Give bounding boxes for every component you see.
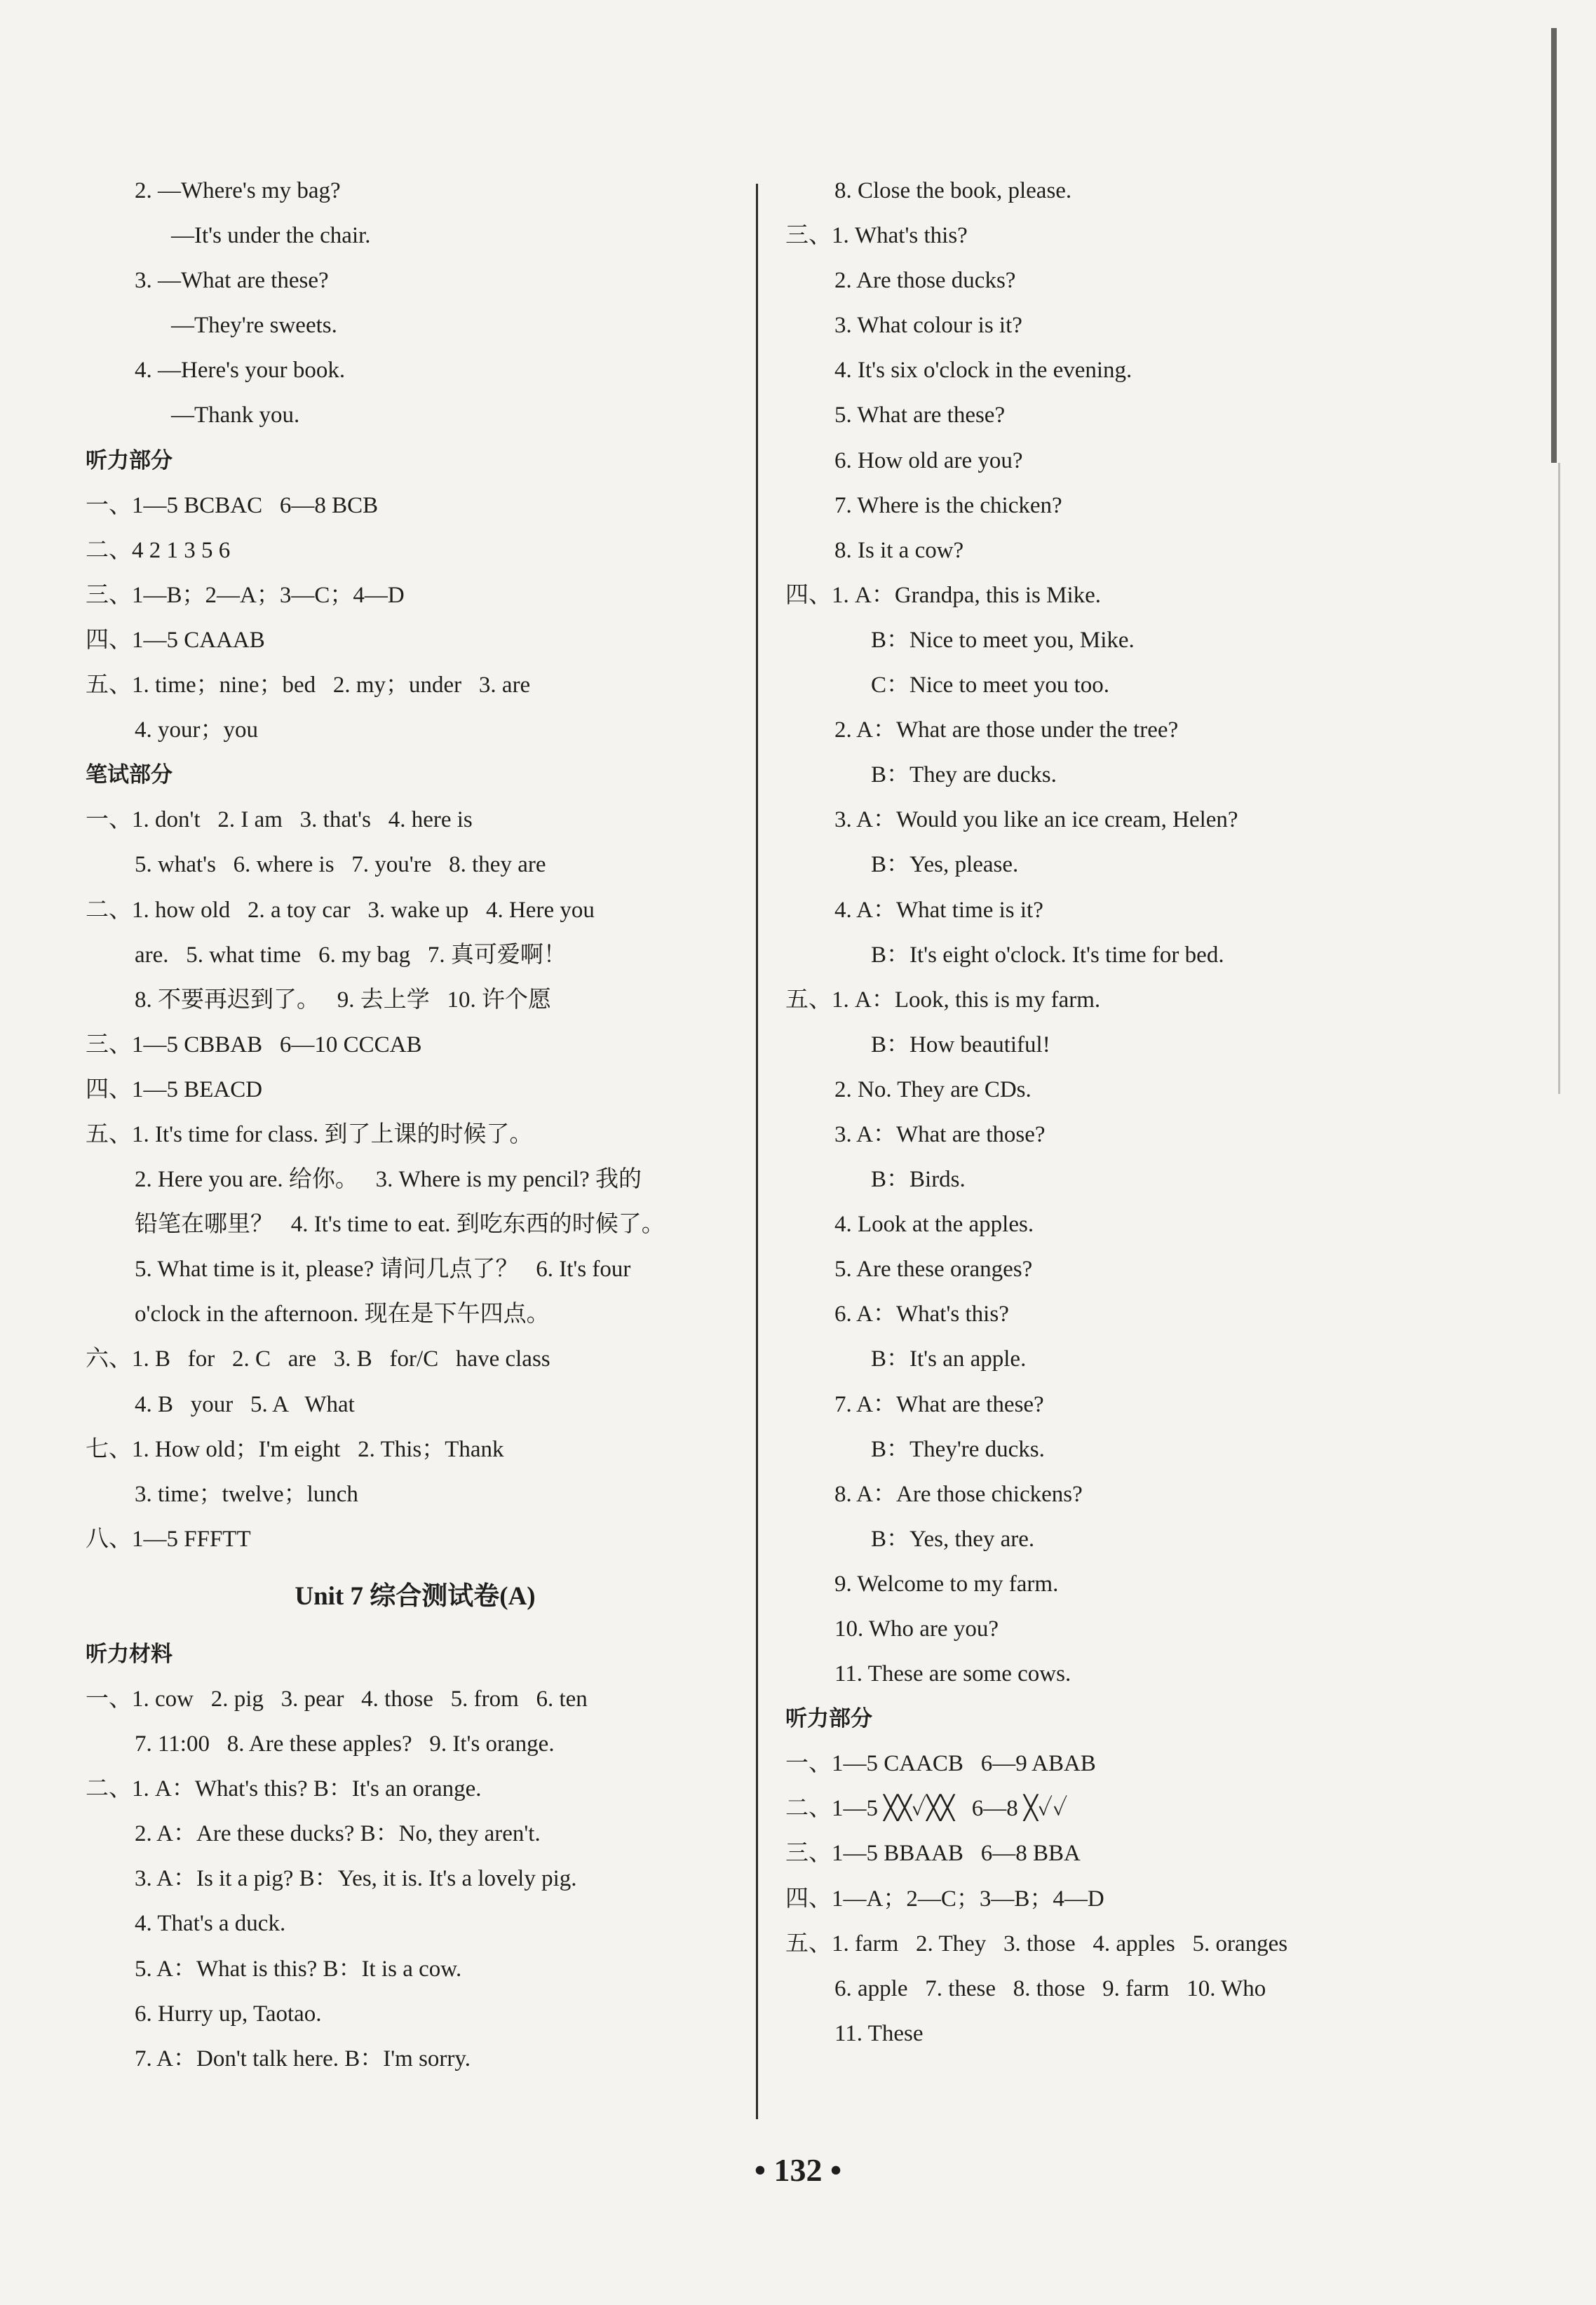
scan-edge-shadow <box>1551 28 1557 463</box>
answer-line <box>86 618 745 663</box>
line-text: 一、1—5 CAACB 6—9 ABAB <box>785 1751 1096 1777</box>
answer-line <box>785 438 1501 483</box>
line-text: 2. Are those ducks? <box>834 268 1016 294</box>
answer-line <box>785 1292 1501 1337</box>
answer-line <box>86 393 745 438</box>
line-text: 笔试部分 <box>86 762 173 788</box>
answer-line <box>86 483 745 528</box>
line-text: 3. A：Is it a pig? B：Yes, it is. It's a lovely pig. <box>135 1866 577 1892</box>
line-text: 2. A：What are those under the tree? <box>834 717 1179 743</box>
line-text: B：It's an apple. <box>871 1346 1027 1372</box>
answer-line <box>86 2036 745 2081</box>
line-text: 五、1. A：Look, this is my farm. <box>785 987 1101 1013</box>
right-column <box>785 168 1501 2056</box>
answer-line <box>86 1382 745 1427</box>
line-text: 4. your；you <box>135 717 258 743</box>
line-text: 五、1. farm 2. They 3. those 4. apples 5. oranges <box>785 1931 1288 1956</box>
answer-line <box>785 1112 1501 1157</box>
answer-line <box>86 663 745 708</box>
line-text: 铅笔在哪里？ 4. It's time to eat. 到吃东西的时候了。 <box>135 1212 665 1238</box>
answer-line <box>785 978 1501 1022</box>
line-text: 5. A：What is this? B：It is a cow. <box>135 1956 462 1982</box>
answer-line <box>86 797 745 842</box>
answer-line <box>785 348 1501 393</box>
answer-line <box>86 573 745 618</box>
answer-line <box>86 528 745 573</box>
line-text: 10. Who are you? <box>834 1616 999 1642</box>
answer-line <box>785 888 1501 933</box>
answer-line <box>86 978 745 1022</box>
answer-line <box>86 1067 745 1112</box>
section-heading <box>86 1632 745 1677</box>
answer-line <box>86 1247 745 1292</box>
answer-line <box>785 752 1501 797</box>
answer-line <box>785 1202 1501 1247</box>
answer-line <box>785 2011 1501 2056</box>
answer-line <box>785 1877 1501 1921</box>
line-text: B：Yes, please. <box>871 852 1019 878</box>
line-text: 六、1. B for 2. C are 3. B for/C have class <box>86 1346 550 1372</box>
line-text: 3. time；twelve；lunch <box>135 1481 358 1507</box>
line-text: 二、1—5 ╳╳✓╳╳ 6—8 ╳✓✓ <box>785 1796 1068 1822</box>
line-text: B：Nice to meet you, Mike. <box>871 627 1135 653</box>
answer-line <box>785 303 1501 348</box>
answer-line <box>86 1292 745 1337</box>
line-text: 四、1. A：Grandpa, this is Mike. <box>785 582 1102 608</box>
answer-line <box>785 842 1501 887</box>
line-text: 7. 11:00 8. Are these apples? 9. It's orange. <box>135 1731 555 1757</box>
answer-line <box>785 1651 1501 1696</box>
line-text: 6. How old are you? <box>834 447 1023 473</box>
answer-line <box>86 1112 745 1157</box>
line-text: 2. Here you are. 给你。 3. Where is my pencil? 我的 <box>135 1167 642 1193</box>
answer-line <box>785 1741 1501 1786</box>
line-text: 11. These <box>834 2020 924 2046</box>
answer-line <box>86 1472 745 1517</box>
line-text: 三、1. What's this? <box>785 223 968 249</box>
answer-line <box>86 1811 745 1856</box>
line-text: 6. A：What's this? <box>834 1302 1009 1327</box>
line-text: 9. Welcome to my farm. <box>834 1571 1059 1597</box>
answer-line <box>785 258 1501 303</box>
answer-line <box>785 1067 1501 1112</box>
line-text: 一、1. cow 2. pig 3. pear 4. those 5. from 6. ten <box>86 1686 588 1712</box>
answer-line <box>785 213 1501 258</box>
line-text: 三、1—B；2—A；3—C；4—D <box>86 582 405 608</box>
line-text: 4. Look at the apples. <box>834 1212 1034 1238</box>
line-text: 一、1. don't 2. I am 3. that's 4. here is <box>86 807 473 833</box>
line-text: 五、1. time；nine；bed 2. my；under 3. are <box>86 672 531 698</box>
answer-line <box>86 168 745 213</box>
answer-line <box>785 1157 1501 1202</box>
line-text: 8. A：Are those chickens? <box>834 1481 1083 1507</box>
answer-line <box>785 663 1501 708</box>
line-text: 七、1. How old；I'm eight 2. This；Thank <box>86 1436 504 1462</box>
line-text: 8. 不要再迟到了。 9. 去上学 10. 许个愿 <box>135 987 551 1013</box>
line-text: 7. A：What are these? <box>834 1391 1044 1417</box>
line-text: are. 5. what time 6. my bag 7. 真可爱啊！ <box>135 942 567 968</box>
answer-line <box>785 1786 1501 1831</box>
answer-line <box>785 1562 1501 1607</box>
line-text: —They're sweets. <box>171 313 337 339</box>
answer-line <box>785 168 1501 213</box>
answer-line <box>86 1856 745 1901</box>
line-text: C：Nice to meet you too. <box>871 672 1110 698</box>
answer-line <box>785 393 1501 438</box>
line-text: 四、1—5 BEACD <box>86 1076 263 1102</box>
answer-line <box>785 1337 1501 1381</box>
line-text: B：It's eight o'clock. It's time for bed. <box>871 942 1224 968</box>
line-text: 三、1—5 CBBAB 6—10 CCCAB <box>86 1032 422 1057</box>
answer-line <box>785 933 1501 978</box>
answer-line <box>785 1022 1501 1067</box>
line-text: 5. Are these oranges? <box>834 1257 1033 1283</box>
answer-line <box>785 797 1501 842</box>
line-text: 听力部分 <box>785 1706 872 1732</box>
answer-line <box>86 842 745 887</box>
answer-line <box>785 1472 1501 1517</box>
answer-line <box>785 573 1501 618</box>
answer-line <box>785 708 1501 752</box>
line-text: Unit 7 综合测试卷(A) <box>295 1581 536 1611</box>
line-text: 三、1—5 BBAAB 6—8 BBA <box>785 1841 1081 1867</box>
line-text: B：How beautiful! <box>871 1032 1050 1057</box>
line-text: 3. A：Would you like an ice cream, Helen? <box>834 807 1238 833</box>
line-text: 四、1—A；2—C；3—B；4—D <box>785 1886 1104 1912</box>
answer-line <box>785 1247 1501 1292</box>
line-text: 四、1—5 CAAAB <box>86 627 265 653</box>
line-text: 8. Is it a cow? <box>834 537 964 563</box>
answer-line <box>785 1831 1501 1876</box>
line-text: o'clock in the afternoon. 现在是下午四点。 <box>135 1302 550 1327</box>
answer-line <box>86 1901 745 1946</box>
answer-line <box>86 933 745 978</box>
answer-line <box>86 348 745 393</box>
column-divider <box>756 184 758 2119</box>
line-text: 4. It's six o'clock in the evening. <box>834 358 1132 384</box>
line-text: 听力部分 <box>86 447 173 473</box>
answer-line <box>86 1022 745 1067</box>
answer-line <box>86 1992 745 2036</box>
answer-line <box>86 708 745 752</box>
line-text: 6. Hurry up, Taotao. <box>135 2001 322 2027</box>
line-text: 2. No. They are CDs. <box>834 1076 1032 1102</box>
line-text: 4. That's a duck. <box>135 1911 286 1937</box>
line-text: 五、1. It's time for class. 到了上课的时候了。 <box>86 1121 533 1147</box>
line-text: —Thank you. <box>171 403 300 428</box>
line-text: —It's under the chair. <box>171 223 371 249</box>
answer-line <box>86 1157 745 1202</box>
answer-line <box>86 1766 745 1811</box>
line-text: B：They are ducks. <box>871 762 1057 788</box>
answer-line <box>785 1427 1501 1472</box>
line-text: 4. B your 5. A What <box>135 1391 355 1417</box>
line-text: 6. apple 7. these 8. those 9. farm 10. Who <box>834 1975 1266 2001</box>
section-heading <box>86 438 745 483</box>
line-text: 听力材料 <box>86 1641 173 1667</box>
answer-line <box>86 888 745 933</box>
answer-line <box>86 1337 745 1381</box>
answer-line <box>785 618 1501 663</box>
answer-line <box>785 1921 1501 1966</box>
scan-edge-shadow-faint <box>1558 463 1560 1094</box>
answer-line <box>785 1517 1501 1562</box>
line-text: 2. A：Are these ducks? B：No, they aren't. <box>135 1821 541 1847</box>
left-column <box>86 168 745 2081</box>
answer-line <box>86 1677 745 1722</box>
answer-line <box>785 1607 1501 1651</box>
answer-line <box>785 528 1501 573</box>
answer-line <box>86 213 745 258</box>
line-text: 3. What colour is it? <box>834 313 1022 339</box>
line-text: 5. What time is it, please? 请问几点了？ 6. It's four <box>135 1257 631 1283</box>
answer-line <box>785 1382 1501 1427</box>
line-text: 7. Where is the chicken? <box>834 492 1062 518</box>
page-number: • 132 • <box>754 2152 842 2188</box>
line-text: 7. A：Don't talk here. B：I'm sorry. <box>135 2046 471 2071</box>
answer-line <box>86 1517 745 1562</box>
section-heading <box>785 1696 1501 1741</box>
section-heading <box>86 752 745 797</box>
line-text: 4. —Here's your book. <box>135 358 346 384</box>
line-text: B：Birds. <box>871 1167 966 1193</box>
line-text: 八、1—5 FFFTT <box>86 1526 251 1552</box>
line-text: 2. —Where's my bag? <box>135 178 341 203</box>
answer-line <box>86 1427 745 1472</box>
line-text: 3. A：What are those? <box>834 1121 1046 1147</box>
line-text: 3. —What are these? <box>135 268 329 294</box>
answer-line <box>86 258 745 303</box>
line-text: 5. What are these? <box>834 403 1006 428</box>
answer-line <box>86 1202 745 1247</box>
answer-line <box>86 303 745 348</box>
line-text: 11. These are some cows. <box>834 1661 1071 1687</box>
line-text: 二、4 2 1 3 5 6 <box>86 537 231 563</box>
answer-line <box>86 1947 745 1992</box>
line-text: B：Yes, they are. <box>871 1526 1035 1552</box>
answer-line <box>86 1722 745 1766</box>
section-title <box>86 1562 745 1632</box>
answer-line <box>785 483 1501 528</box>
answer-line <box>785 1966 1501 2011</box>
line-text: 二、1. how old 2. a toy car 3. wake up 4. Here you <box>86 897 595 923</box>
line-text: B：They're ducks. <box>871 1436 1045 1462</box>
line-text: 5. what's 6. where is 7. you're 8. they are <box>135 852 546 878</box>
line-text: 8. Close the book, please. <box>834 178 1072 203</box>
line-text: 二、1. A：What's this? B：It's an orange. <box>86 1776 482 1802</box>
line-text: 一、1—5 BCBAC 6—8 BCB <box>86 492 379 518</box>
line-text: 4. A：What time is it? <box>834 897 1043 923</box>
